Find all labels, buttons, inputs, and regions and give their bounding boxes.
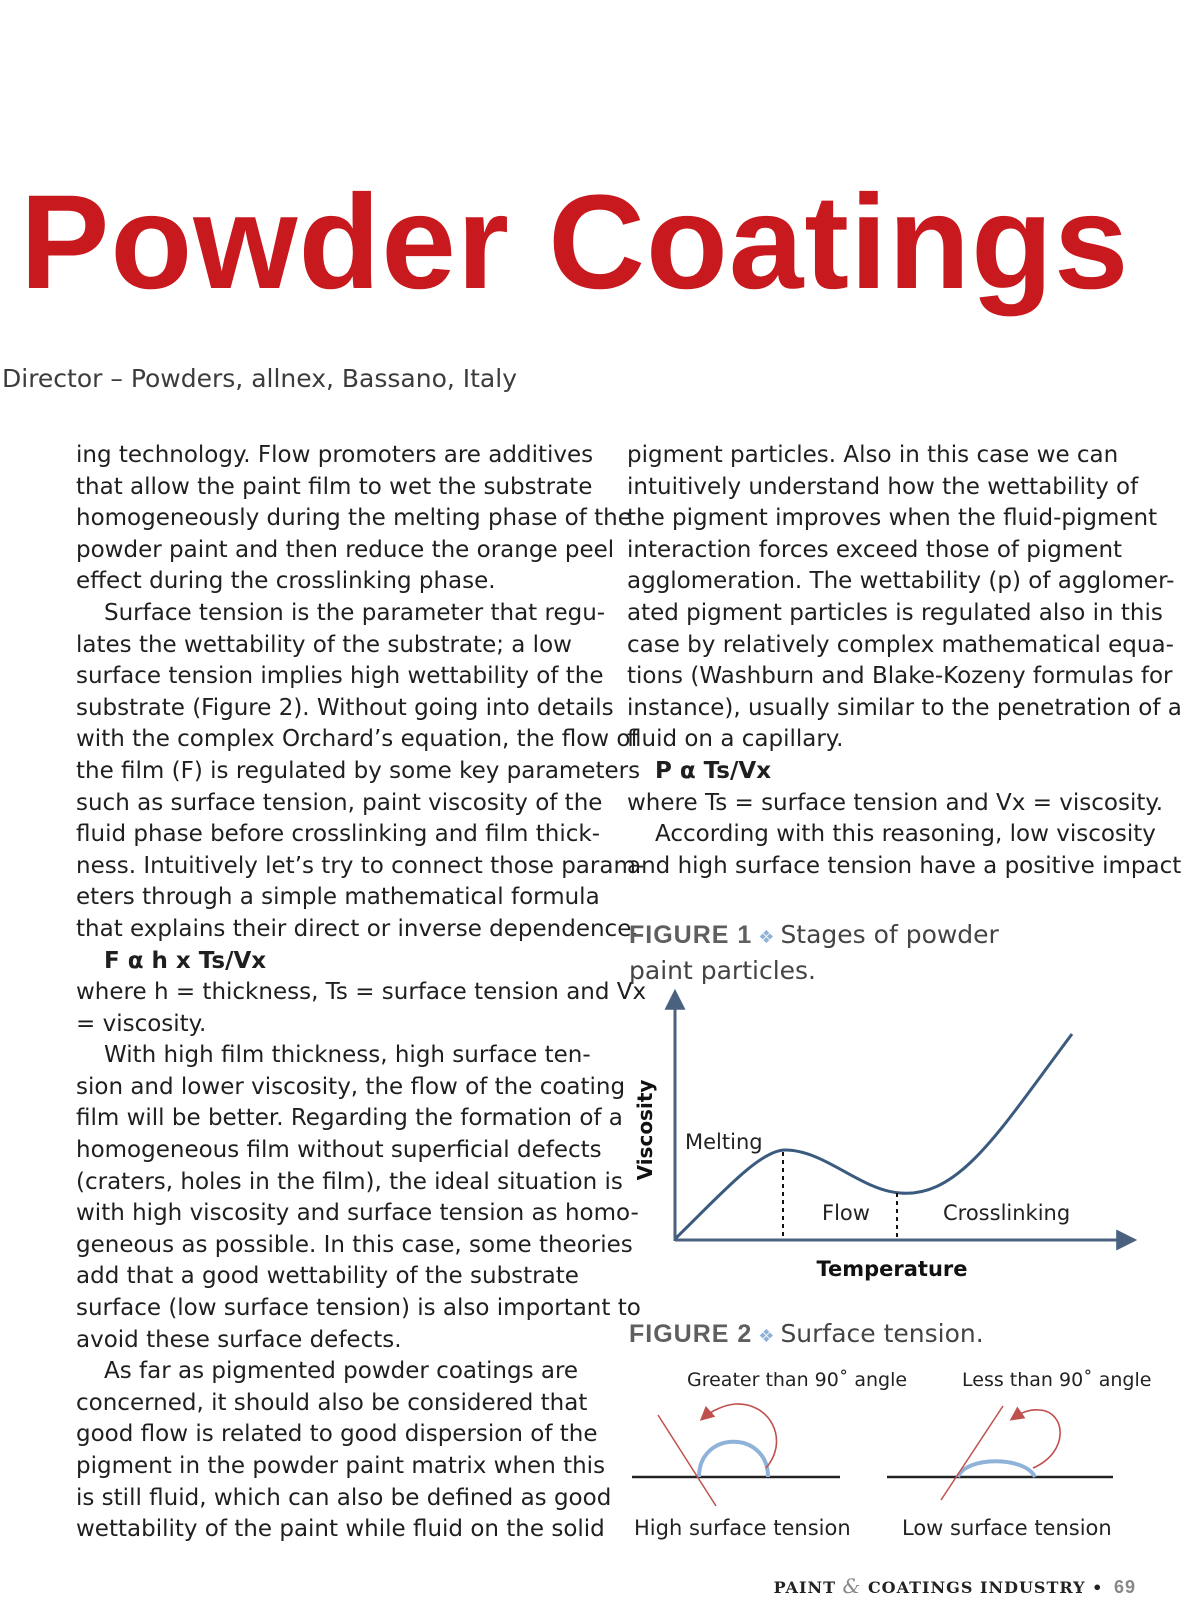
text-line: Surface tension is the parameter that regu- [104,599,606,626]
body-column-left [76,440,647,1546]
diamond-bullet-icon: ❖ [758,1326,775,1347]
text-line: with high viscosity and surface tension as homo- [76,1200,639,1227]
text-line: with the complex Orchard’s equation, the flow of [76,726,639,753]
text-line: geneous as possible. In this case, some theories [76,1231,633,1258]
footer-ampersand: & [842,1574,862,1598]
text-line: intuitively understand how the wettability of [627,473,1139,500]
footer-publication: COATINGS INDUSTRY [867,1578,1086,1597]
text-line: substrate (Figure 2). Without going into details [76,694,614,721]
text-line: case by relatively complex mathematical equa- [627,631,1174,658]
figure1-caption-line1: Stages of powder [780,920,999,949]
high-surface-tension-diagram [632,1404,840,1506]
droplet-icon [699,1442,768,1477]
text-line: the pigment improves when the fluid-pigment [627,505,1158,532]
page-footer [774,1574,1136,1598]
region-label-crosslinking: Crosslinking [943,1201,1071,1225]
figure2-caption [629,1317,984,1353]
tangent-line [658,1415,716,1506]
footer-bullet: • [1092,1578,1104,1597]
contact-angle-arrow-icon [1012,1410,1060,1468]
text-line: film will be better. Regarding the formation of a [76,1105,623,1132]
author-byline: Director – Powders, allnex, Bassano, Italy [2,364,517,393]
text-line: surface (low surface tension) is also important to [76,1295,641,1322]
figure2-caption-text: Surface tension. [780,1319,984,1348]
formula-wettability: P α Ts/Vx [655,757,772,784]
left-angle-label: Greater than 90˚ angle [687,1369,908,1391]
text-line: effect during the crosslinking phase. [76,568,496,595]
text-line: surface tension implies high wettability of the [76,663,604,690]
low-surface-tension-label: Low surface tension [902,1516,1112,1540]
page-number: 69 [1113,1577,1136,1597]
text-line: = viscosity. [76,1010,207,1037]
text-line: pigment particles. Also in this case we can [627,442,1119,468]
right-angle-label: Less than 90˚ angle [962,1369,1152,1391]
tangent-line [941,1406,1003,1500]
text-line: According with this reasoning, low viscosity [655,821,1156,848]
text-line: that explains their direct or inverse dependence. [76,915,639,942]
text-line: lates the wettability of the substrate; a low [76,631,572,658]
contact-angle-arrow-icon [702,1404,777,1468]
text-line: As far as pigmented powder coatings are [104,1358,579,1385]
diamond-bullet-icon: ❖ [758,927,775,948]
text-line: pigment in the powder paint matrix when this [76,1453,606,1479]
text-line: interaction forces exceed those of pigment [627,536,1123,563]
text-line: (craters, holes in the film), the ideal situation is [76,1168,623,1195]
body-column-right [627,440,1182,882]
text-line: wettability of the paint while fluid on the solid [76,1516,605,1543]
text-line: powder paint and then reduce the orange peel [76,536,615,563]
text-line: agglomeration. The wettability (p) of agglomer- [627,568,1175,595]
text-line: ated pigment particles is regulated also in this [627,599,1163,626]
text-line: With high film thickness, high surface ten- [104,1042,591,1069]
footer-paint: PAINT [773,1578,836,1597]
region-label-melting: Melting [685,1130,763,1154]
text-line: and high surface tension have a positive impact [627,852,1182,879]
text-line: where Ts = surface tension and Vx = viscosity. [627,789,1164,816]
text-line: sion and lower viscosity, the flow of the coating [76,1073,626,1100]
text-line: where h = thickness, Ts = surface tension and Vx [76,979,647,1006]
text-line: instance), usually similar to the penetration of a [627,694,1182,721]
text-line: concerned, it should also be considered that [76,1389,588,1416]
y-axis-label: Viscosity [633,1079,657,1181]
formula-flow: F α h x Ts/Vx [104,947,267,974]
text-line: add that a good wettability of the substrate [76,1263,579,1290]
high-surface-tension-label: High surface tension [634,1516,851,1540]
text-line: tions (Washburn and Blake-Kozeny formulas for [627,663,1173,690]
x-axis-label: Temperature [816,1257,968,1281]
text-line: such as surface tension, paint viscosity of the [76,789,603,816]
region-label-flow: Flow [822,1201,870,1225]
text-line: avoid these surface defects. [76,1326,402,1353]
viscosity-curve [676,1034,1072,1238]
text-line: fluid on a capillary. [627,726,844,753]
page-title: Powder Coatings [20,168,1130,317]
text-line: fluid phase before crosslinking and film thick- [76,821,601,848]
text-line: eters through a simple mathematical formula [76,884,600,911]
text-line: is still fluid, which can also be defined as good [76,1484,612,1511]
figure1-label: FIGURE 1 [629,921,753,949]
text-line: ness. Intuitively let’s try to connect those param- [76,852,645,879]
droplet-icon [958,1461,1035,1477]
text-line: homogeneous film without superficial defects [76,1137,602,1164]
text-line: homogeneously during the melting phase of the [76,505,632,532]
text-line: ing technology. Flow promoters are additives [76,442,594,468]
figure2-label: FIGURE 2 [629,1320,753,1348]
text-line: the film (F) is regulated by some key parameters [76,757,641,784]
figure1-caption [629,918,999,987]
low-surface-tension-diagram [887,1406,1113,1500]
text-line: good flow is related to good dispersion of the [76,1421,598,1448]
text-line: that allow the paint film to wet the substrate [76,473,593,500]
figure1-caption-line2: paint particles. [629,956,816,985]
